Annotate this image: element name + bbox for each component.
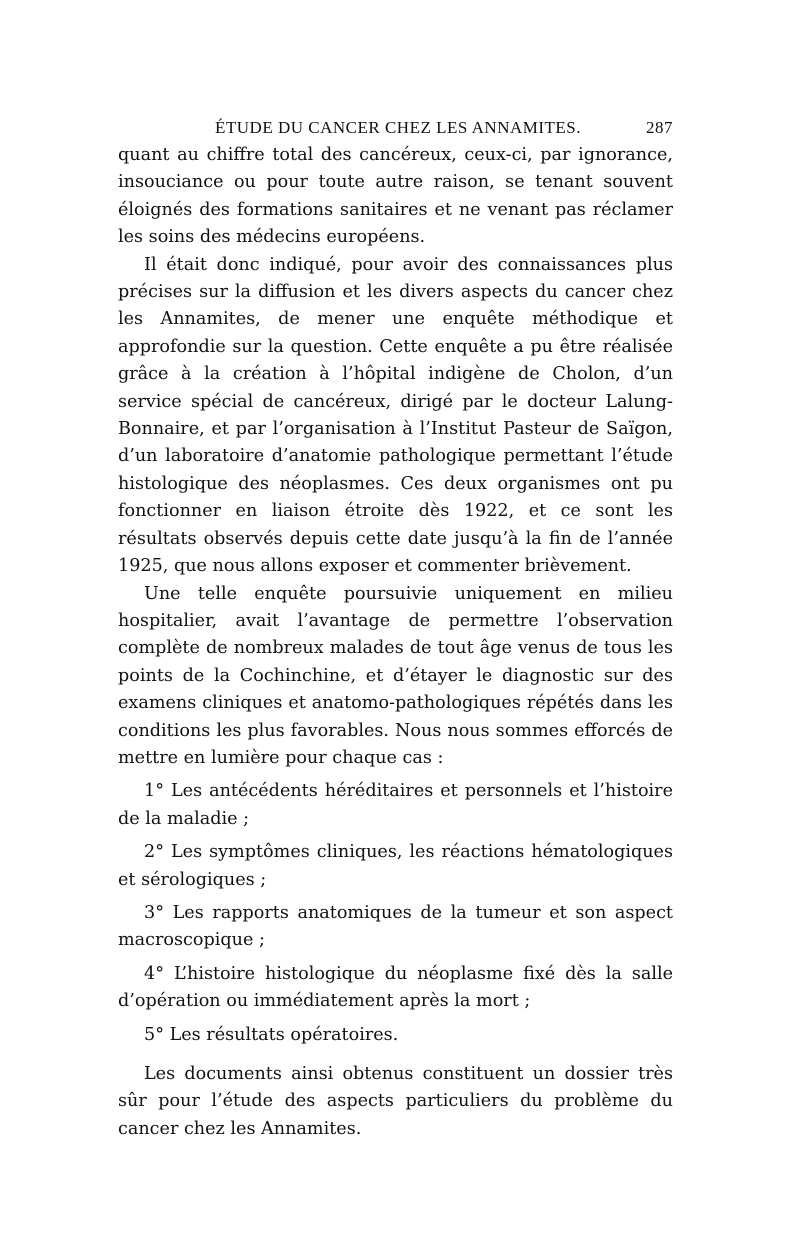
list-item: 3° Les rapports anatomiques de la tumeur et son aspect macroscopique ;	[118, 902, 673, 951]
list-item: 5° Les résultats opératoires.	[144, 1024, 399, 1045]
list-item: 2° Les symptômes cliniques, les réactions hématologiques et sérologiques ;	[118, 842, 673, 890]
running-title: ÉTUDE DU CANCER CHEZ LES ANNAMITES.	[215, 118, 581, 137]
page-number: 287	[646, 118, 673, 137]
paragraph-continued: quant au chiffre total des cancéreux, ceux-ci, par ignorance, insouciance ou pour toute autre raison, se tenant souvent éloignés des formations sanitaires et ne venant pas réclamer les soins des médecins européens.	[118, 145, 673, 248]
paragraph: Une telle enquête poursuivie uniquement en milieu hospitalier, avait l’avantage de permettre l’observation complète de nombreux malades de tout âge venus de tous les points de la Cochinchine, et d’étayer le diagnostic sur des examens cliniques et anatomo-pathologiques répétés dans les conditions les plus favorables. Nous nous sommes efforcés de mettre en lumière pour chaque cas :	[118, 583, 673, 768]
running-header	[118, 112, 673, 142]
document-page	[118, 112, 673, 1143]
body-text	[118, 142, 673, 1143]
closing-paragraph: Les documents ainsi obtenus constituent un dossier très sûr pour l’étude des aspects particuliers du problème du cancer chez les Annamites.	[118, 1064, 673, 1139]
list-item: 1° Les antécédents héréditaires et personnels et l’histoire de la maladie ;	[118, 781, 673, 829]
paragraph: Il était donc indiqué, pour avoir des connaissances plus précises sur la diffusion et les divers aspects du cancer chez les Annamites, de mener une enquête méthodique et approfondie sur la question. Cette enquête a pu être réalisée grâce à la création à l’hôpital indigène de Cholon, d’un service spécial de cancéreux, dirigé par le docteur Lalung-Bonnaire, et par l’organisation à l’Institut Pasteur de Saïgon, d’un laboratoire d’anatomie pathologique permettant l’étude histologique des néoplasmes. Ces deux organismes ont pu fonctionner en liaison étroite dès 1922, et ce sont les résultats observés depuis cette date jusqu’à la fin de l’année 1925, que nous allons exposer et commenter brièvement.	[118, 254, 673, 577]
list-item: 4° L’histoire histologique du néoplasme fixé dès la salle d’opération ou immédiatement après la mort ;	[118, 963, 673, 1012]
